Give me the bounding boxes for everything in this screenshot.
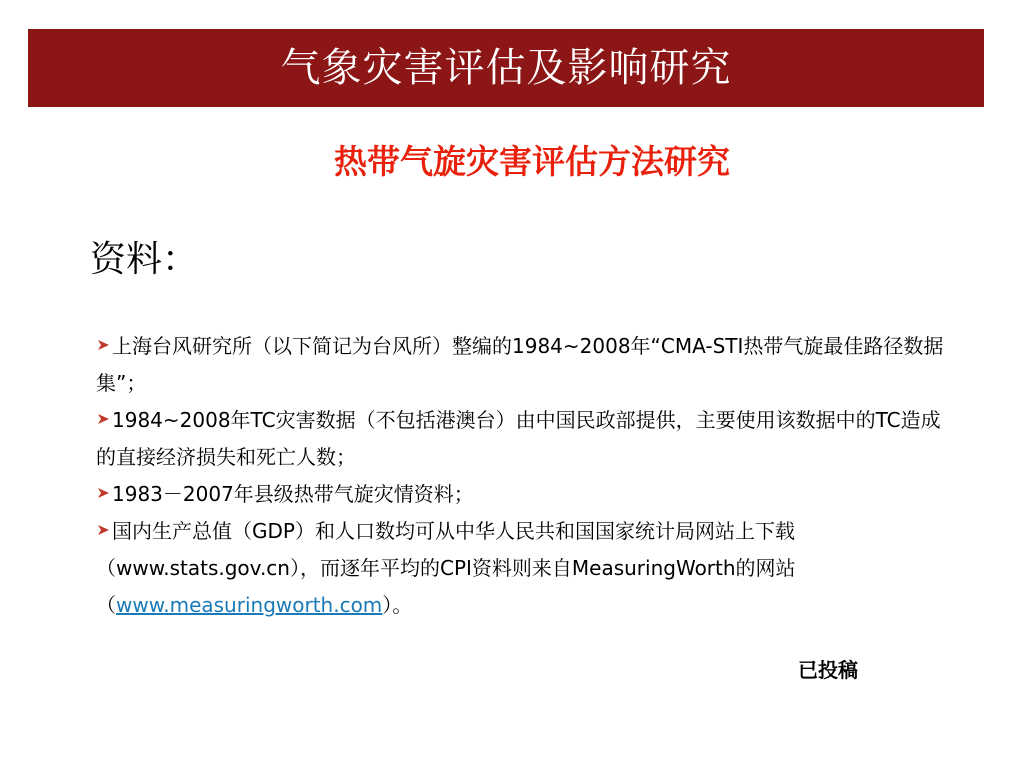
bullet-text: 上海台风研究所（以下简记为台风所）整编的1984~2008年“CMA-STI热带气旋最佳路径数据集”； (96, 334, 944, 395)
arrow-bullet-icon (96, 520, 112, 540)
arrow-bullet-icon (96, 483, 112, 503)
measuringworth-link[interactable]: www.measuringworth.com (116, 593, 383, 617)
bullet-item (96, 476, 946, 513)
title-bar (28, 29, 984, 107)
bullet-text: 国内生产总值（GDP）和人口数均可从中华人民共和国国家统计局网站上下载（www.stats.gov.cn），而逐年平均的CPI资料则来自MeasuringWorth的网站（ (96, 519, 796, 617)
arrow-bullet-icon (96, 409, 112, 429)
slide-subtitle: 热带气旋灾害评估方法研究 (334, 142, 730, 181)
section-heading: 资料： (90, 239, 199, 280)
bullet-text: 1983－2007年县级热带气旋灾情资料； (112, 482, 474, 506)
bullet-item (96, 328, 946, 402)
bullet-list (96, 328, 946, 624)
bullet-item (96, 402, 946, 476)
bullet-text-tail: ）。 (382, 593, 413, 617)
arrow-bullet-icon (96, 335, 112, 355)
bullet-text: 1984~2008年TC灾害数据（不包括港澳台）由中国民政部提供，主要使用该数据中的TC造成的直接经济损失和死亡人数； (96, 408, 941, 469)
bullet-item (96, 513, 946, 624)
submitted-note: 已投稿 (798, 658, 858, 682)
slide-title: 气象灾害评估及影响研究 (280, 45, 732, 91)
